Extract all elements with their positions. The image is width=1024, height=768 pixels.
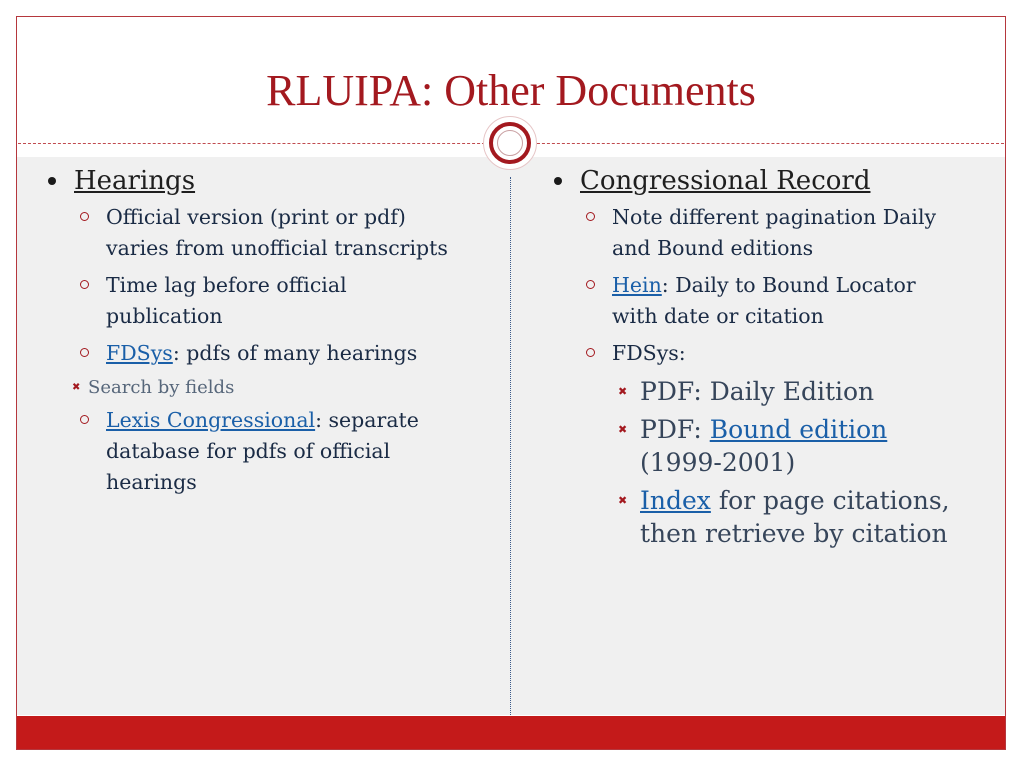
circle-bullet-icon [80, 280, 89, 289]
hearings-link[interactable]: Hearings [74, 166, 196, 196]
sub-list-item-text: PDF: Daily Edition [640, 377, 875, 406]
slide-title: RLUIPA: Other Documents [266, 66, 756, 115]
hein-desc: : Daily to Bound Locator with date or citation [612, 273, 916, 328]
sub-list-item [554, 375, 966, 408]
ornament-ring-inner [497, 130, 523, 156]
circle-bullet-icon [80, 415, 89, 424]
list-item-text: Note different pagination Daily and Bound editions [612, 205, 937, 260]
circle-bullet-icon [586, 280, 595, 289]
sub-list-item-text [640, 415, 887, 477]
list-item [554, 270, 966, 332]
sub-list-item [48, 375, 458, 401]
fdsys-desc: : pdfs of many hearings [172, 341, 418, 365]
bullet-hearings [48, 164, 458, 198]
sub-list-item-text: Search by fields [88, 377, 235, 398]
index-link[interactable]: Index [640, 486, 711, 515]
left-column [48, 164, 458, 504]
circle-bullet-icon [80, 212, 89, 221]
list-item [554, 202, 966, 264]
hein-link[interactable]: Hein [612, 273, 662, 297]
column-divider [510, 177, 511, 715]
ornament-ring [489, 122, 531, 164]
list-item [48, 202, 458, 264]
star-bullet-icon: ✖ [618, 385, 628, 398]
lexis-desc: : separate database for pdfs of official hearings [106, 408, 419, 494]
circle-ornament-icon [483, 116, 537, 170]
list-item-text [106, 341, 417, 365]
star-bullet-icon: ✖ [618, 494, 628, 507]
list-item [554, 338, 966, 369]
star-bullet-icon: ✖ [72, 382, 81, 393]
bullet-congressional-record [554, 164, 966, 198]
congressional-record-link[interactable]: Congressional Record [580, 166, 871, 196]
fdsys-link[interactable]: FDSys [106, 341, 173, 365]
circle-bullet-icon [586, 212, 595, 221]
footer-bar [17, 716, 1005, 749]
right-column [554, 164, 966, 555]
list-item [48, 270, 458, 332]
sub-list-item [554, 484, 966, 550]
list-item-text [612, 273, 916, 328]
sub-list-item-text [640, 486, 950, 548]
list-item-text: Official version (print or pdf) varies from unofficial transcripts [106, 205, 448, 260]
list-item [48, 405, 458, 498]
list-item-text: Time lag before official publication [106, 273, 347, 328]
list-item-text: FDSys: [612, 341, 686, 365]
disc-bullet-icon [48, 177, 56, 185]
lexis-congressional-link[interactable]: Lexis Congressional [106, 408, 316, 432]
circle-bullet-icon [586, 348, 595, 357]
index-desc: for page citations, then retrieve by citation [640, 486, 950, 548]
list-item [48, 338, 458, 369]
bound-edition-years: (1999-2001) [640, 448, 796, 477]
pdf-prefix: PDF: [640, 415, 710, 444]
list-item-text [106, 408, 419, 494]
disc-bullet-icon [554, 177, 562, 185]
bound-edition-link[interactable]: Bound edition [709, 415, 888, 444]
star-bullet-icon: ✖ [618, 423, 628, 436]
circle-bullet-icon [80, 348, 89, 357]
sub-list-item [554, 413, 966, 479]
